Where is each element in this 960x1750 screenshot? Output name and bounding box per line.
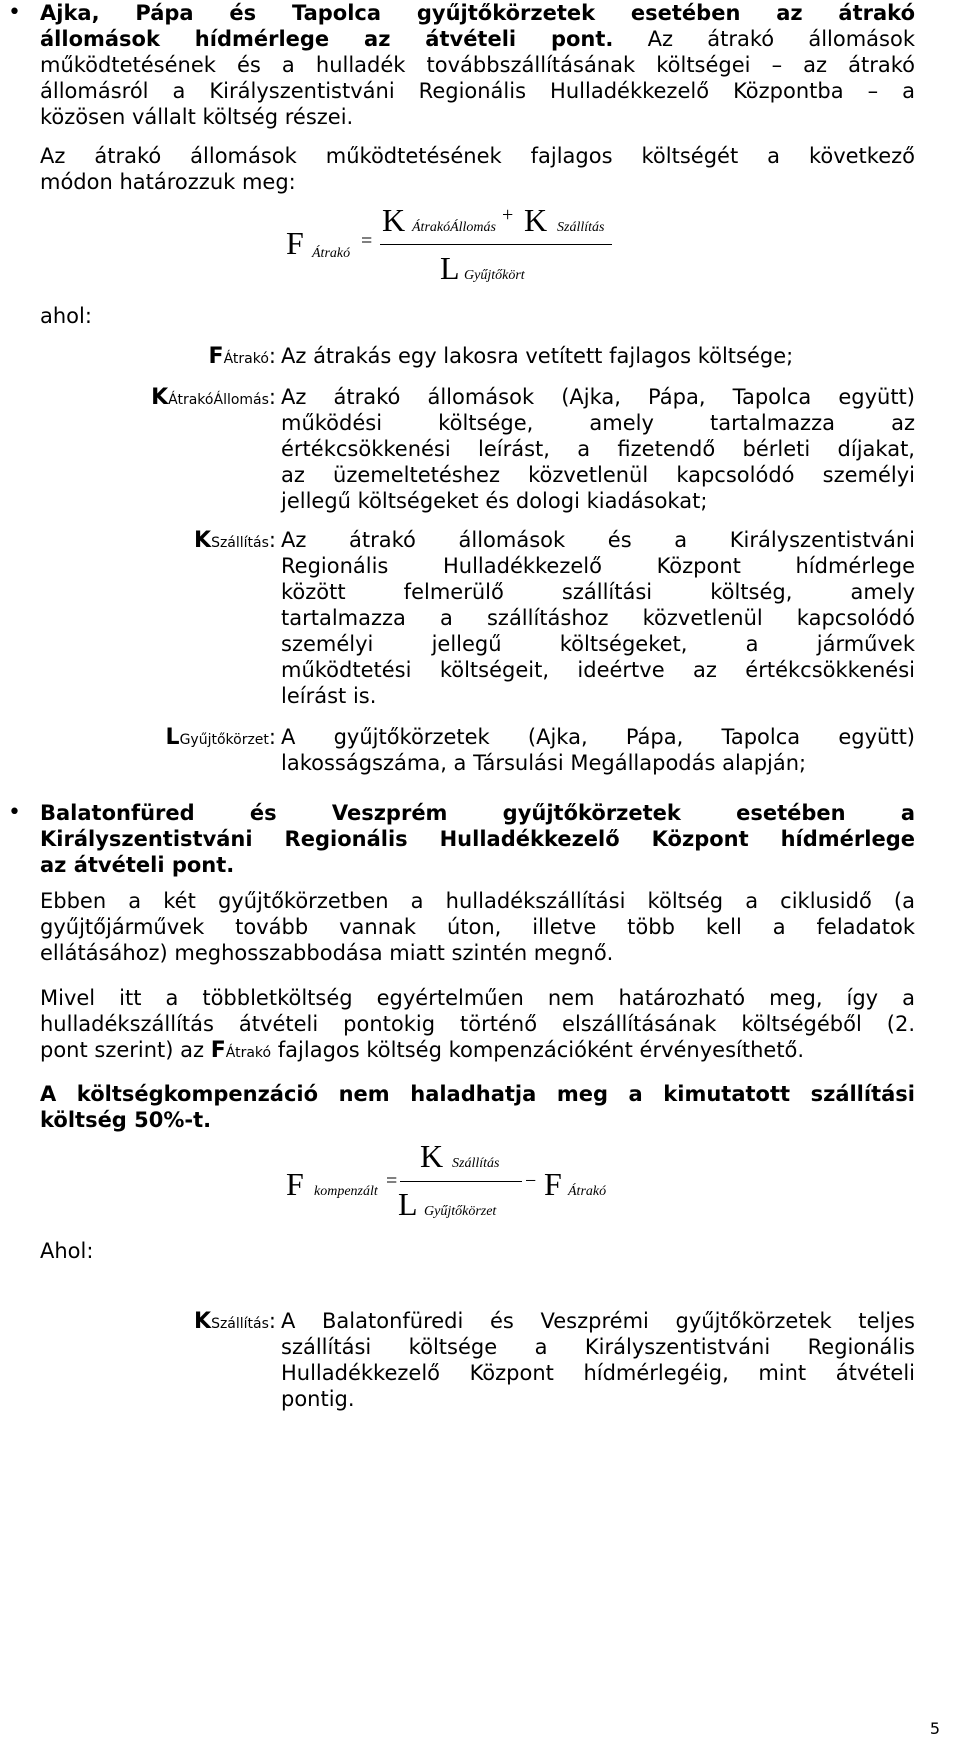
formula2-fraction-bar <box>400 1181 522 1182</box>
para2-last-symbol: F <box>210 1038 226 1063</box>
formula1-K2: K <box>524 202 548 238</box>
term-k-szallitas-2 <box>40 1308 276 1337</box>
section1-rest-line-1: Az átrakó állomások <box>613 27 915 51</box>
para2-last-post: fajlagos költség kompenzációként érvényesíthető. <box>271 1038 805 1062</box>
term-subscript: Átrakó <box>223 351 269 367</box>
def-line: Regionális Hulladékkezelő Központ hídmérlege <box>281 554 915 578</box>
term-colon: : <box>268 725 276 749</box>
def-line: A Balatonfüredi és Veszprémi gyűjtőkörzetek teljes <box>281 1309 915 1333</box>
def-line: pontig. <box>281 1387 355 1411</box>
term-symbol: F <box>208 344 224 369</box>
formula1-K1-sub: ÁtrakóÁllomás <box>412 220 496 235</box>
term-subscript: Szállítás <box>211 535 269 551</box>
term-colon: : <box>268 1309 276 1333</box>
term-symbol: K <box>194 1309 212 1334</box>
formula1-F-sub: Átrakó <box>312 246 351 261</box>
formula1-eq: = <box>361 230 373 252</box>
bullet-2: • <box>8 800 21 825</box>
ahol-label-2: Ahol: <box>40 1239 94 1263</box>
section1-line-5: közösen vállalt költség részei. <box>40 105 354 129</box>
section1-line-3: működtetésének és a hulladék továbbszállításának költségei – az átrakó <box>40 53 915 77</box>
bullet-1: • <box>8 0 21 25</box>
formula2-F-sub: kompenzált <box>314 1184 378 1199</box>
formula2-L-sub: Gyűjtőkörzet <box>424 1204 497 1219</box>
bold-statement-line-1: A költségkompenzáció nem haladhatja meg a kimutatott szállítási <box>40 1082 915 1106</box>
formula2-F: F <box>286 1166 304 1202</box>
section2-heading-line-3: az átvételi pont. <box>40 853 235 877</box>
def-line: Az átrakás egy lakosra vetített fajlagos költsége; <box>281 344 794 368</box>
def-line: az üzemeltetéshez közvetlenül kapcsolódó személyi <box>281 463 915 487</box>
formula2-eq: = <box>386 1170 398 1192</box>
section1-line-4: állomásról a Királyszentistváni Regionális Hulladékkezelő Központba – a <box>40 79 915 103</box>
def-line: leírást is. <box>281 684 377 708</box>
def-line: működési költsége, amely tartalmazza az <box>281 411 915 435</box>
page-number: 5 <box>929 1719 940 1738</box>
bold-statement-line-2: költség 50%-t. <box>40 1108 212 1132</box>
term-symbol: K <box>194 528 212 553</box>
section2-para1-line-3: ellátásához) meghosszabbodása miatt szintén megnő. <box>40 941 614 965</box>
def-line: tartalmazza a szállításhoz közvetlenül kapcsolódó <box>281 606 915 630</box>
term-subscript: ÁtrakóÁllomás <box>168 392 269 408</box>
formula2-minus: − <box>525 1170 537 1192</box>
def-line: Hulladékkezelő Központ hídmérlegéig, mint átvételi <box>281 1361 915 1385</box>
def-line: működtetési költségeit, ideértve az értékcsökkenési <box>281 658 915 682</box>
def-line: lakosságszáma, a Társulási Megállapodás alapján; <box>281 751 807 775</box>
formula2-F2: F <box>544 1166 562 1202</box>
formula2-K: K <box>420 1138 444 1174</box>
section2-heading-line-2: Királyszentistváni Regionális Hulladékkezelő Központ hídmérlege <box>40 827 915 851</box>
formula2-F2-sub: Átrakó <box>568 1184 607 1199</box>
formula1-L-sub: Gyűjtőkört <box>464 268 525 283</box>
term-colon: : <box>268 528 276 552</box>
def-line: értékcsökkenési leírást, a fizetendő bérleti díjakat, <box>281 437 915 461</box>
formula1-plus: + <box>502 204 514 226</box>
def-line: szállítási költsége a Királyszentistváni Regionális <box>281 1335 915 1359</box>
def-line: között felmerülő szállítási költség, amely <box>281 580 915 604</box>
section1-para2-line-2: módon határozzuk meg: <box>40 170 296 194</box>
para2-last-pre: pont szerint) az <box>40 1038 211 1062</box>
formula1-F: F <box>286 225 304 261</box>
section2-para1-line-2: gyűjtőjárművek tovább vannak úton, illetve több kell a feladatok <box>40 915 915 939</box>
section1-heading-line-2: állomások hídmérlege az átvételi pont. <box>40 27 614 51</box>
formula2-L: L <box>398 1186 418 1222</box>
def-line: A gyűjtőkörzetek (Ajka, Pápa, Tapolca együtt) <box>281 725 915 749</box>
def-line: Az átrakó állomások (Ajka, Pápa, Tapolca együtt) <box>281 385 915 409</box>
def-line: jellegű költségeket és dologi kiadásokat; <box>281 489 708 513</box>
section2-para2-line-1: Mivel itt a többletköltség egyértelműen nem határozható meg, így a <box>40 986 915 1010</box>
def-line: személyi jellegű költségeket, a járművek <box>281 632 915 656</box>
section2-para2-line-2: hulladékszállítás átvételi pontokig történő elszállításának költségéből (2. <box>40 1012 915 1036</box>
ahol-label-1: ahol: <box>40 304 92 328</box>
term-colon: : <box>268 385 276 409</box>
section1-para2-line-1: Az átrakó állomások működtetésének fajlagos költségét a következő <box>40 144 915 168</box>
section2-heading-line-1: Balatonfüred és Veszprém gyűjtőkörzetek esetében a <box>40 801 915 825</box>
section2-para1-line-1: Ebben a két gyűjtőkörzetben a hulladékszállítási költség a ciklusidő (a <box>40 889 915 913</box>
def-k-szallitas-2 <box>281 1308 915 1412</box>
term-subscript: Szállítás <box>211 1316 269 1332</box>
term-symbol: L <box>165 725 180 750</box>
term-subscript: Gyűjtőkörzet <box>179 732 269 748</box>
formula1-L: L <box>440 250 460 286</box>
formula1-K2-sub: Szállítás <box>557 220 605 235</box>
para2-last-subscript: Átrakó <box>225 1045 272 1061</box>
term-symbol: K <box>151 385 169 410</box>
term-colon: : <box>268 344 276 368</box>
formula1-K1: K <box>382 202 406 238</box>
section1-heading-line-1: Ajka, Pápa és Tapolca gyűjtőkörzetek esetében az átrakó <box>40 1 915 25</box>
def-line: Az átrakó állomások és a Királyszentistváni <box>281 528 915 552</box>
formula2-K-sub: Szállítás <box>452 1156 500 1171</box>
